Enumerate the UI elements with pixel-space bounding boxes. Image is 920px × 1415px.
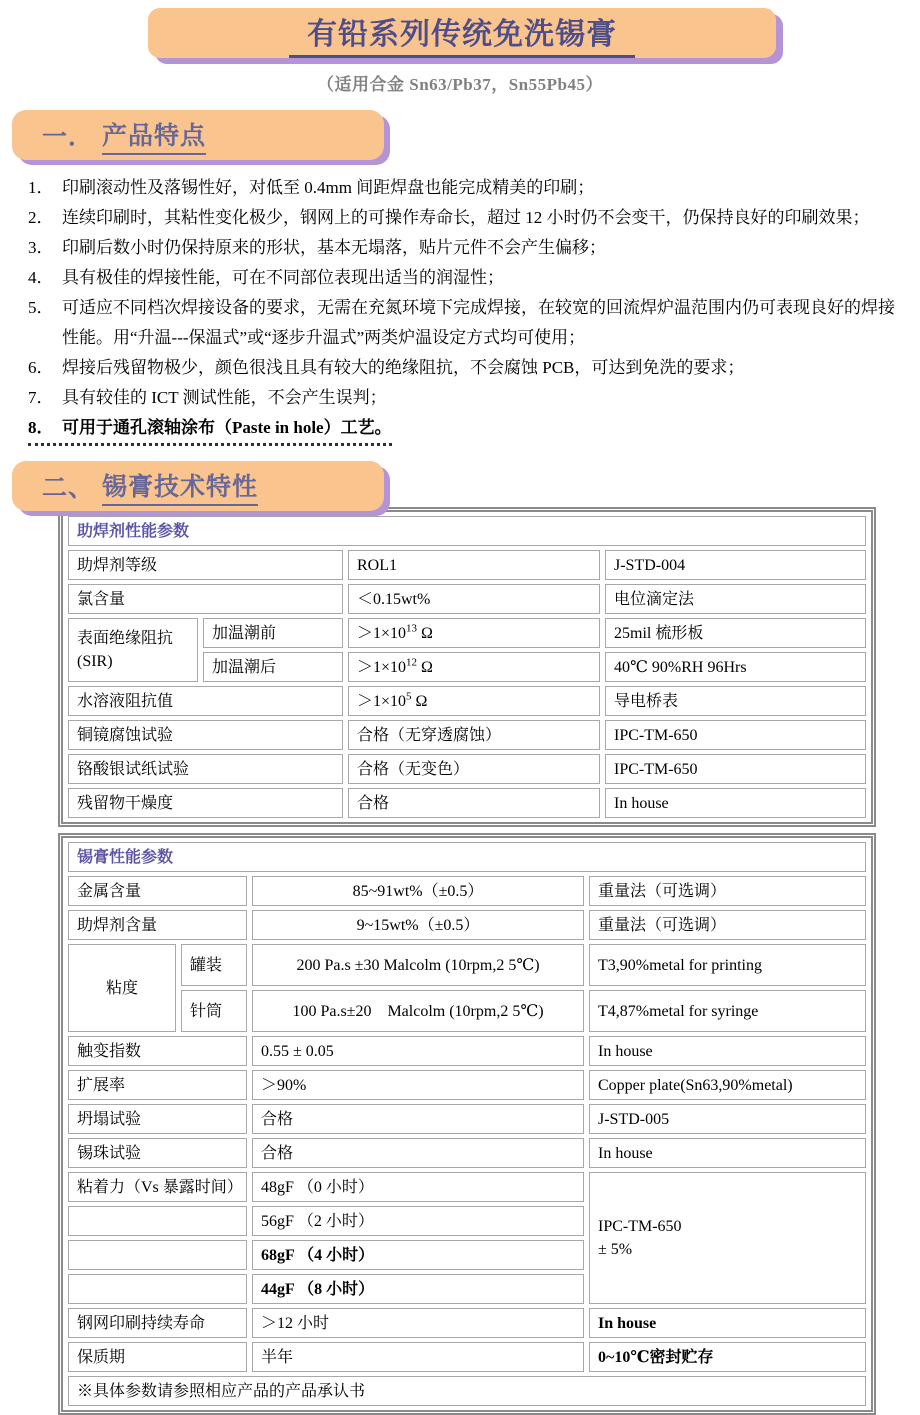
document <box>0 8 920 1415</box>
subtitle: （适用合金 Sn63/Pb37，Sn55Pb45） <box>317 75 603 94</box>
param-value: $>1\times 10^5$ Ω <box>348 686 600 716</box>
param-method: IPC-TM-650 <box>605 720 866 750</box>
param-value: $>1\times 10^{13}$ Ω <box>348 618 600 648</box>
param-value: ＞12 小时 <box>252 1308 584 1338</box>
param-value: 100 Pa.s±20 Malcolm (10rpm,2 5℃) <box>252 990 584 1032</box>
param-label: 水溶液阻抗值 <box>68 686 343 716</box>
table-row <box>68 686 866 716</box>
feature-list <box>28 173 920 446</box>
param-label: 钢网印刷持续寿命 <box>68 1308 247 1338</box>
table-row <box>68 1172 866 1202</box>
param-method: 导电桥表 <box>605 686 866 716</box>
table-footer-row <box>68 1376 866 1406</box>
param-value: 半年 <box>252 1342 584 1372</box>
param-label: 触变指数 <box>68 1036 247 1066</box>
param-method: Copper plate(Sn63,90%metal) <box>589 1070 866 1100</box>
paste-table <box>58 833 876 1415</box>
table-row <box>68 720 866 750</box>
list-item <box>28 203 920 233</box>
param-sublabel: 罐装 <box>181 944 247 986</box>
param-label: 扩展率 <box>68 1070 247 1100</box>
title-banner <box>148 8 776 58</box>
item-text: 具有极佳的焊接性能，可在不同部位表现出适当的润湿性； <box>62 268 504 287</box>
param-value: ＞90% <box>252 1070 584 1100</box>
param-label-viscosity: 粘度 <box>68 944 176 1032</box>
param-method: In house <box>589 1036 866 1066</box>
param-method: 0~10℃密封贮存 <box>589 1342 866 1372</box>
param-method: J-STD-004 <box>605 550 866 580</box>
param-label: 粘着力（Vs 暴露时间） <box>68 1172 247 1202</box>
param-method: In house <box>589 1308 866 1338</box>
flux-table <box>58 507 876 827</box>
section-heading-features <box>12 110 384 160</box>
param-method: IPC-TM-650 <box>605 754 866 784</box>
table-row <box>68 1036 866 1066</box>
section-number: 一． <box>42 124 95 151</box>
param-label: 保质期 <box>68 1342 247 1372</box>
param-label: 氯含量 <box>68 584 343 614</box>
page-title-lead: 有铅 <box>307 17 369 51</box>
param-sublabel: 加温潮后 <box>203 652 343 682</box>
param-value: 44gF （8 小时） <box>252 1274 584 1304</box>
param-value: ROL1 <box>348 550 600 580</box>
table-row <box>68 1138 866 1168</box>
list-item <box>28 263 920 293</box>
item-text: 印刷后数小时仍保持原来的形状，基本无塌落，贴片元件不会产生偏移； <box>62 238 606 257</box>
table-header-row <box>68 516 866 546</box>
param-sublabel: 针筒 <box>181 990 247 1032</box>
item-number: 6． <box>28 358 54 377</box>
param-method: 40℃ 90%RH 96Hrs <box>605 652 866 682</box>
param-value: 0.55 ± 0.05 <box>252 1036 584 1066</box>
param-method: T4,87%metal for syringe <box>589 990 866 1032</box>
list-item <box>28 293 920 353</box>
section-heading-specs <box>12 461 384 511</box>
param-value: 68gF （4 小时） <box>252 1240 584 1270</box>
table-row <box>68 584 866 614</box>
param-value: 85~91wt%（±0.5） <box>252 876 584 906</box>
param-label: 铜镜腐蚀试验 <box>68 720 343 750</box>
item-text: 焊接后残留物极少，颜色很浅且具有较大的绝缘阻抗，不会腐蚀 PCB，可达到免洗的要求； <box>62 358 745 377</box>
param-label: 金属含量 <box>68 876 247 906</box>
param-label-empty <box>68 1274 247 1304</box>
table-row <box>68 1308 866 1338</box>
list-item <box>28 413 920 446</box>
param-value: 合格（无穿透腐蚀） <box>348 720 600 750</box>
param-method: 25mil 梳形板 <box>605 618 866 648</box>
item-number: 5． <box>28 298 54 317</box>
page-title <box>289 9 635 58</box>
table-header-row <box>68 842 866 872</box>
item-number: 8． <box>28 418 54 437</box>
table-row <box>68 754 866 784</box>
param-value: ＜0.15wt% <box>348 584 600 614</box>
table-row <box>68 876 866 906</box>
table-row <box>68 990 866 1032</box>
item-text: 连续印刷时，其粘性变化极少，钢网上的可操作寿命长，超过 12 小时仍不会变干，仍保持良好的印刷效果； <box>62 208 870 227</box>
list-item <box>28 173 920 203</box>
item-text: 具有较佳的 ICT 测试性能，不会产生误判； <box>62 388 387 407</box>
table-row <box>68 618 866 648</box>
item-number: 4． <box>28 268 54 287</box>
param-method: In house <box>605 788 866 818</box>
param-label: 助焊剂含量 <box>68 910 247 940</box>
item-number: 3． <box>28 238 54 257</box>
param-value: 9~15wt%（±0.5） <box>252 910 584 940</box>
table-row <box>68 1104 866 1134</box>
param-value: 48gF （0 小时） <box>252 1172 584 1202</box>
item-number: 2． <box>28 208 54 227</box>
param-label-empty <box>68 1240 247 1270</box>
param-value: 合格 <box>348 788 600 818</box>
param-label: 助焊剂等级 <box>68 550 343 580</box>
table-row <box>68 1070 866 1100</box>
param-method: 重量法（可选调） <box>589 876 866 906</box>
list-item <box>28 233 920 263</box>
table-row <box>68 788 866 818</box>
list-item <box>28 383 920 413</box>
table-row <box>68 1342 866 1372</box>
table-footnote: ※具体参数请参照相应产品的产品承认书 <box>68 1376 866 1406</box>
param-label: 残留物干燥度 <box>68 788 343 818</box>
param-method: T3,90%metal for printing <box>589 944 866 986</box>
param-method: In house <box>589 1138 866 1168</box>
section-number: 二、 <box>42 475 95 502</box>
param-label: 锡珠试验 <box>68 1138 247 1168</box>
param-label-empty <box>68 1206 247 1236</box>
item-text: 可用于通孔滚轴涂布（Paste in hole）工艺。 <box>62 418 392 437</box>
item-text: 可适应不同档次焊接设备的要求，无需在充氮环境下完成焊接，在较宽的回流焊炉温范围内仍可表现良好的焊接性能。用“升温---保温式”或“逐步升温式”两类炉温设定方式均可使用； <box>62 298 895 347</box>
param-value: 合格（无变色） <box>348 754 600 784</box>
table-row <box>68 910 866 940</box>
param-label-sir: 表面绝缘阻抗 (SIR) <box>68 618 198 682</box>
param-method: J-STD-005 <box>589 1104 866 1134</box>
spec-tables <box>58 507 876 1415</box>
param-value: 合格 <box>252 1138 584 1168</box>
table-row <box>68 944 866 986</box>
param-label: 坍塌试验 <box>68 1104 247 1134</box>
item-number: 1． <box>28 178 54 197</box>
item-text: 印刷滚动性及落锡性好，对低至 0.4mm 间距焊盘也能完成精美的印刷； <box>62 178 595 197</box>
param-label: 铬酸银试纸试验 <box>68 754 343 784</box>
param-value: 56gF （2 小时） <box>252 1206 584 1236</box>
section-title: 锡膏技术特性 <box>102 467 258 506</box>
table-header: 助焊剂性能参数 <box>68 516 866 546</box>
param-value: 合格 <box>252 1104 584 1134</box>
param-method: 电位滴定法 <box>605 584 866 614</box>
param-method: 重量法（可选调） <box>589 910 866 940</box>
param-method-tack: IPC-TM-650 ± 5% <box>589 1172 866 1304</box>
table-row <box>68 550 866 580</box>
page-title-rest: 系列传统免洗锡膏 <box>369 17 617 51</box>
item-number: 7． <box>28 388 54 407</box>
param-sublabel: 加温潮前 <box>203 618 343 648</box>
param-value: 200 Pa.s ±30 Malcolm (10rpm,2 5℃) <box>252 944 584 986</box>
underlined-feature <box>28 413 392 446</box>
param-value: $>1\times 10^{12}$ Ω <box>348 652 600 682</box>
list-item <box>28 353 920 383</box>
section-title: 产品特点 <box>102 116 206 155</box>
table-header: 锡膏性能参数 <box>68 842 866 872</box>
